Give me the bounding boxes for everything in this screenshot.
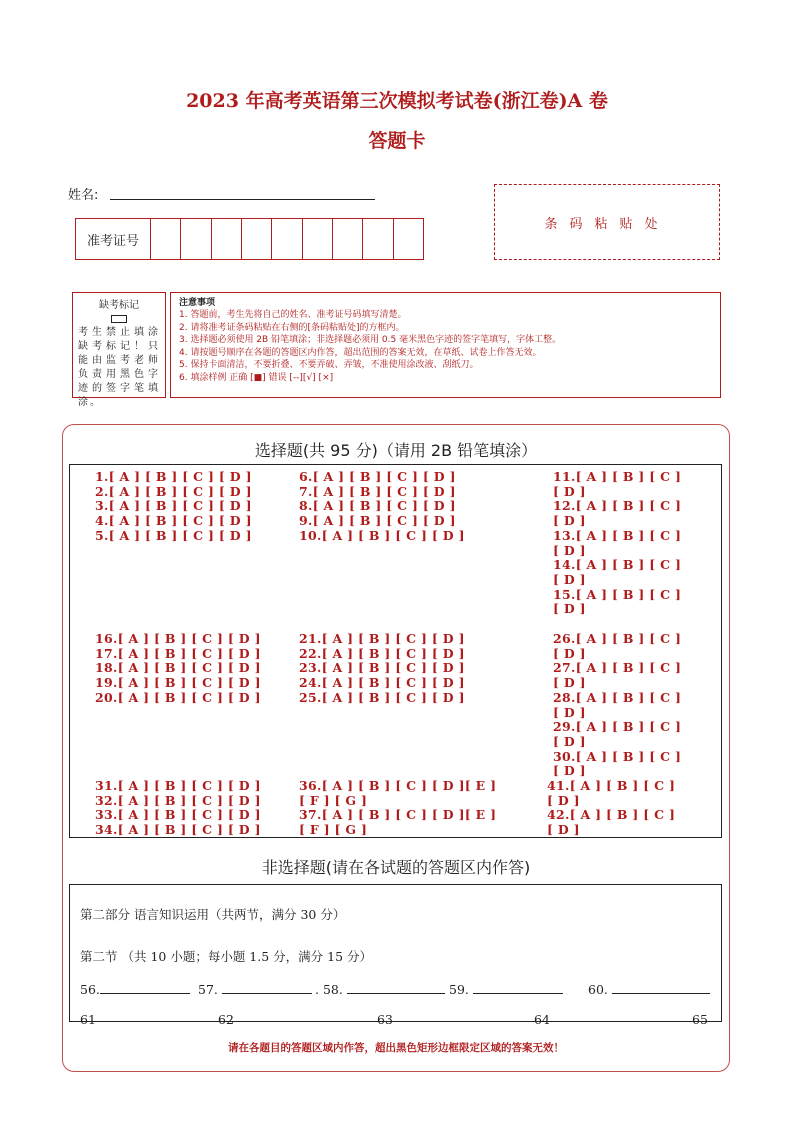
blank-number: . 58. (315, 982, 343, 997)
absent-mark-box (72, 292, 166, 408)
mc-column (95, 470, 252, 544)
instruction-line: 1. 答题前，考生先将自己的姓名、准考证号码填写清楚。 (179, 310, 407, 320)
cut-label: 61 (80, 1012, 96, 1027)
mc-column (553, 632, 681, 779)
blank-line[interactable] (612, 982, 710, 994)
multiple-choice-heading: 选择题(共 95 分)（请用 2B 铅笔填涂） (254, 441, 538, 460)
blank-number: 56. (80, 982, 100, 997)
mc-question-row[interactable]: 8.[ A ] [ B ] [ C ] [ D ] (299, 498, 456, 514)
exam-id-label: 准考证号 (76, 219, 151, 259)
mc-question-row[interactable]: 3.[ A ] [ B ] [ C ] [ D ] (95, 498, 252, 514)
mc-question-row[interactable]: [ D ] (553, 645, 586, 661)
absent-mark-title: 缺考标记 (99, 300, 139, 311)
mc-question-row[interactable]: [ D ] (553, 733, 586, 749)
mc-question-row[interactable]: 20.[ A ] [ B ] [ C ] [ D ] (95, 689, 261, 705)
mc-question-row[interactable]: 41.[ A ] [ B ] [ C ] (547, 778, 676, 793)
absent-mark-checkbox[interactable] (111, 315, 127, 323)
mc-question-row[interactable]: 9.[ A ] [ B ] [ C ] [ D ] (299, 513, 456, 529)
mc-column (547, 779, 675, 838)
mc-question-row[interactable]: 7.[ A ] [ B ] [ C ] [ D ] (299, 483, 456, 499)
mc-question-row[interactable]: 10.[ A ] [ B ] [ C ] [ D ] (299, 527, 465, 543)
mc-question-row[interactable]: 12.[ A ] [ B ] [ C ] (553, 498, 682, 514)
mc-question-row[interactable]: [ D ] (553, 513, 586, 529)
exam-id-cell[interactable] (394, 219, 423, 259)
mc-question-row[interactable]: [ D ] (553, 763, 586, 779)
exam-id-grid (75, 218, 424, 260)
exam-id-cell[interactable] (181, 219, 211, 259)
mc-question-row[interactable]: 30.[ A ] [ B ] [ C ] (553, 748, 682, 764)
name-label: 姓名: (68, 188, 99, 203)
cut-label: 63 (377, 1012, 393, 1027)
section-title: 第二节 （共 10 小题；每小题 1.5 分，满分 15 分） (80, 949, 373, 964)
mc-question-row[interactable]: 25.[ A ] [ B ] [ C ] [ D ] (299, 689, 465, 705)
part-title: 第二部分 语言知识运用（共两节，满分 30 分） (80, 907, 346, 922)
answer-sheet-title: 答题卡 (368, 130, 426, 152)
blank-line[interactable] (473, 982, 563, 994)
mc-question-row[interactable]: [ F ] [ G ] (299, 822, 368, 838)
mc-question-row[interactable]: 26.[ A ] [ B ] [ C ] (553, 631, 682, 646)
mc-question-row[interactable]: 42.[ A ] [ B ] [ C ] (547, 807, 676, 823)
mc-question-row[interactable]: 14.[ A ] [ B ] [ C ] (553, 557, 682, 573)
instruction-line: 2. 请将准考证条码粘贴在右侧的[条码粘贴处]的方框内。 (179, 322, 405, 333)
multiple-choice-box (69, 464, 722, 838)
exam-id-cell[interactable] (242, 219, 272, 259)
cut-label: 62 (218, 1012, 234, 1027)
mc-column (95, 632, 261, 706)
mc-question-row[interactable]: 37.[ A ] [ B ] [ C ] [ D ][ E ] (299, 807, 497, 823)
mc-question-row[interactable]: [ D ] (553, 675, 586, 691)
mc-question-row[interactable]: 5.[ A ] [ B ] [ C ] [ D ] (95, 527, 252, 543)
mc-question-row[interactable]: 32.[ A ] [ B ] [ C ] [ D ] (95, 792, 261, 808)
mc-question-row[interactable]: 1.[ A ] [ B ] [ C ] [ D ] (95, 469, 252, 484)
mc-question-row[interactable]: [ D ] (547, 792, 580, 808)
answer-blank-57[interactable] (198, 982, 312, 997)
answer-blank-58[interactable] (315, 982, 445, 997)
mc-question-row[interactable]: [ D ] (547, 822, 580, 838)
exam-id-cell[interactable] (272, 219, 302, 259)
mc-question-row[interactable]: [ D ] (553, 704, 586, 720)
mc-question-row[interactable]: 36.[ A ] [ B ] [ C ] [ D ][ E ] (299, 778, 497, 793)
mc-column (299, 632, 465, 706)
exam-id-cell[interactable] (151, 219, 181, 259)
non-choice-box (69, 884, 722, 1027)
mc-question-row[interactable]: 4.[ A ] [ B ] [ C ] [ D ] (95, 513, 252, 529)
mc-column (95, 779, 261, 838)
exam-id-cell[interactable] (333, 219, 363, 259)
mc-question-row[interactable]: 34.[ A ] [ B ] [ C ] [ D ] (95, 822, 261, 838)
mc-question-row[interactable]: [ F ] [ G ] (299, 792, 368, 808)
mc-question-row[interactable]: [ D ] (553, 483, 586, 499)
mc-question-row[interactable]: 11.[ A ] [ B ] [ C ] (553, 469, 682, 484)
mc-column (299, 470, 465, 544)
mc-question-row[interactable]: [ D ] (553, 542, 586, 558)
blank-number: 60. (588, 982, 608, 997)
cut-label: 65 (692, 1012, 708, 1027)
answer-blank-60[interactable] (588, 982, 710, 997)
mc-question-row[interactable]: 15.[ A ] [ B ] [ C ] (553, 586, 682, 602)
answer-blank-59[interactable] (449, 982, 563, 997)
exam-id-cell[interactable] (303, 219, 333, 259)
mc-question-row[interactable]: 17.[ A ] [ B ] [ C ] [ D ] (95, 645, 261, 661)
mc-question-row[interactable]: 29.[ A ] [ B ] [ C ] (553, 719, 682, 735)
mc-question-row[interactable]: 28.[ A ] [ B ] [ C ] (553, 689, 682, 705)
mc-question-row[interactable]: 22.[ A ] [ B ] [ C ] [ D ] (299, 645, 465, 661)
instruction-line: 5. 保持卡面清洁，不要折叠、不要弄破、弄皱，不准使用涂改液、刮纸刀。 (179, 360, 479, 371)
instructions-title: 注意事项 (179, 298, 216, 308)
mc-question-row[interactable]: 6.[ A ] [ B ] [ C ] [ D ] (299, 469, 456, 484)
mc-question-row[interactable]: 33.[ A ] [ B ] [ C ] [ D ] (95, 807, 261, 823)
answer-blank-56[interactable] (80, 982, 190, 997)
non-choice-heading: 非选择题(请在各试题的答题区内作答) (261, 858, 531, 877)
blank-number: 57. (198, 982, 218, 997)
barcode-area: 条码粘贴处 (494, 184, 720, 260)
mc-question-row[interactable]: 21.[ A ] [ B ] [ C ] [ D ] (299, 631, 465, 646)
mc-question-row[interactable]: 2.[ A ] [ B ] [ C ] [ D ] (95, 483, 252, 499)
exam-title: 2023 年高考英语第三次模拟考试卷(浙江卷)A 卷 (186, 90, 608, 112)
blank-line[interactable] (100, 982, 190, 994)
mc-question-row[interactable]: 31.[ A ] [ B ] [ C ] [ D ] (95, 778, 261, 793)
absent-mark-instructions: 考生禁止填涂缺考标记！只能由监考老师负责用黑色字迹的签字笔填涂。 (78, 327, 160, 408)
mc-question-row[interactable]: 23.[ A ] [ B ] [ C ] [ D ] (299, 660, 465, 676)
mc-question-row[interactable]: 13.[ A ] [ B ] [ C ] (553, 527, 682, 543)
blank-line[interactable] (222, 982, 312, 994)
instruction-line: 6. 填涂样例 正确 [■] 错误 [--][√] [×] (179, 372, 334, 383)
boundary-warning: 请在各题目的答题区域内作答，超出黑色矩形边框限定区域的答案无效！ (228, 1042, 564, 1054)
mc-question-row[interactable]: 19.[ A ] [ B ] [ C ] [ D ] (95, 675, 261, 691)
mc-column (553, 470, 681, 617)
name-field[interactable] (110, 199, 375, 200)
instruction-line: 4. 请按题号顺序在各题的答题区内作答，超出范围的答案无效，在草纸、试卷上作答无效。 (179, 347, 542, 358)
blank-number: 59. (449, 982, 469, 997)
cut-label: 64 (534, 1012, 550, 1027)
mc-question-row[interactable]: 27.[ A ] [ B ] [ C ] (553, 660, 682, 676)
mc-question-row[interactable]: 16.[ A ] [ B ] [ C ] [ D ] (95, 631, 261, 646)
exam-id-cell[interactable] (212, 219, 242, 259)
mc-question-row[interactable]: [ D ] (553, 571, 586, 587)
instruction-line: 3. 选择题必须使用 2B 铅笔填涂；非选择题必须用 0.5 毫米黑色字迹的签字笔填写，字体工整。 (179, 335, 562, 346)
blank-line[interactable] (347, 982, 445, 994)
instructions-box (170, 292, 721, 398)
exam-id-cell[interactable] (363, 219, 393, 259)
mc-question-row[interactable]: 24.[ A ] [ B ] [ C ] [ D ] (299, 675, 465, 691)
mc-question-row[interactable]: [ D ] (553, 601, 586, 617)
mc-column (299, 779, 496, 838)
mc-question-row[interactable]: 18.[ A ] [ B ] [ C ] [ D ] (95, 660, 261, 676)
